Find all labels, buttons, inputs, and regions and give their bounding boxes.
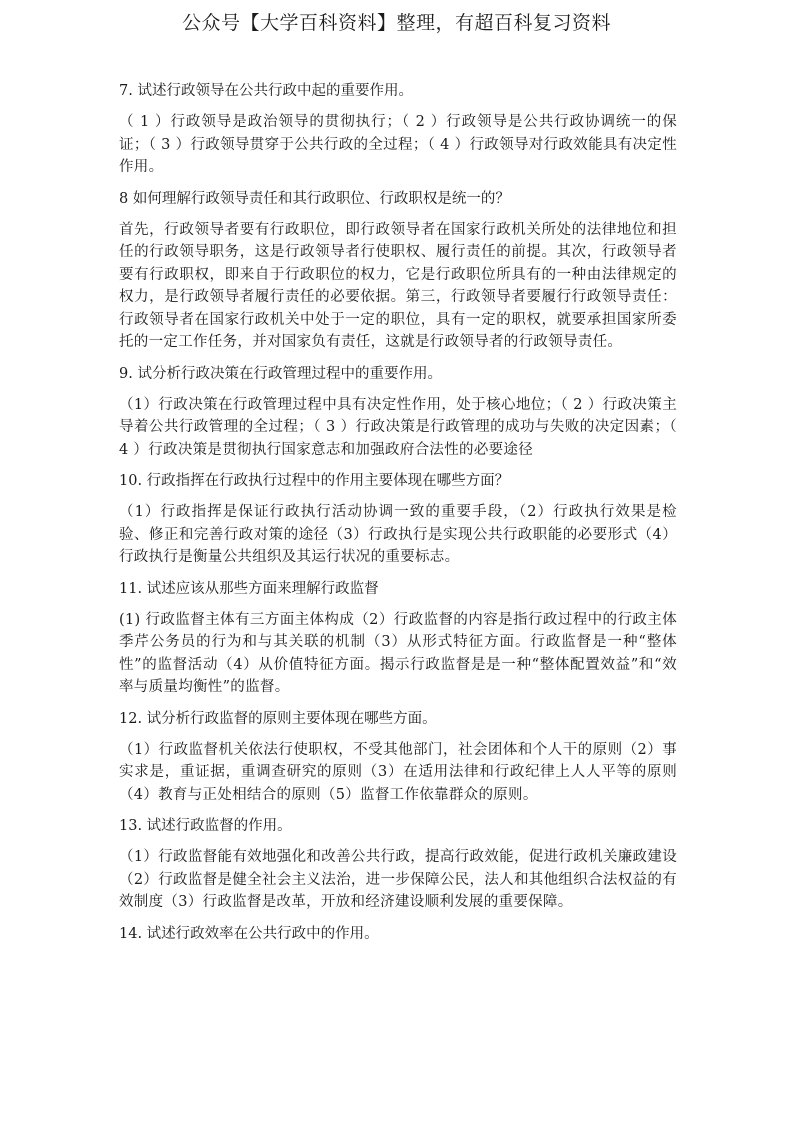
question-7: 7. 试述行政领导在公共行政中起的重要作用。: [119, 83, 413, 99]
question-8: 8 如何理解行政领导责任和其行政职位、行政职权是统一的？: [119, 190, 510, 207]
question-12: 12. 试分析行政监督的原则主要体现在哪些方面。: [119, 710, 437, 727]
answer-8: 首先，行政领导者要有行政职位，即行政领导者在国家行政机关所处的法律地位和担任的行政领导职务，这是行政领导者行使职权、履行责任的前提。其次，行政领导者要有行政职权，即来自于行政职位的权力，它是行政职位所具有的一种由法律规定的权力，是行政领导者履行责任的必要依据。第三，行政领导者要履行行政领导责任：行政领导者在国家行政机关中处于一定的职位，具有一定的职权，就要承担国家所委托的一定工作任务，并对国家负有责任，这就是行政领导者的行政领导责任。: [119, 221, 677, 350]
answer-10: （1）行政指挥是保证行政执行活动协调一致的重要手段，（2）行政执行效果是检验、修正和完善行政对策的途径（3）行政执行是实现公共行政职能的必要形式（4）行政执行是衡量公共组织及其运行状况的重要标志。: [119, 504, 677, 565]
answer-11: (1) 行政监督主体有三方面主体构成（2）行政监督的内容是指行政过程中的行政主体季芹公务员的行为和与其关联的机制（3）从形式特征方面。行政监督是一种“整体性”的监督活动（4）从价值特征方面。揭示行政监督是是一种“整体配置效益”和“效率与质量均衡性”的监督。: [119, 611, 677, 695]
question-13: 13. 试述行政监督的作用。: [119, 818, 292, 834]
answer-7: （ 1 ）行政领导是政治领导的贯彻执行；（ 2 ）行政领导是公共行政协调统一的保证；（ 3 ）行政领导贯穿于公共行政的全过程；（ 4 ）行政领导对行政效能具有决定性作用。: [119, 114, 677, 175]
question-10: 10. 行政指挥在行政执行过程中的作用主要体现在哪些方面？: [119, 473, 510, 489]
question-9: 9. 试分析行政决策在行政管理过程中的重要作用。: [119, 365, 442, 382]
question-14: 14. 试述行政效率在公共行政中的作用。: [119, 925, 379, 942]
document-body: [119, 80, 677, 954]
question-11: 11. 试述应该从那些方面来理解行政监督: [119, 580, 379, 597]
answer-9: （1）行政决策在行政管理过程中具有决定性作用，处于核心地位；（ 2 ）行政决策主导着公共行政管理的全过程；（ 3 ）行政决策是行政管理的成功与失败的决定因素；（ 4 ）行政决策是贯彻执行国家意志和加强政府合法性的必要途径: [119, 396, 677, 458]
page-header: 公众号【大学百科资料】整理，有超百科复习资料: [181, 12, 611, 34]
answer-13: （1）行政监督能有效地强化和改善公共行政，提高行政效能，促进行政机关廉政建设（2）行政监督是健全社会主义法治，进一步保障公民，法人和其他组织合法权益的有效制度（3）行政监督是改革，开放和经济建设顺利发展的重要保障。: [119, 849, 677, 910]
answer-12: （1）行政监督机关依法行使职权，不受其他部门，社会团体和个人干的原则（2）事实求是，重证据，重调查研究的原则（3）在适用法律和行政纪律上人人平等的原则（4）教育与正处相结合的原则（5）监督工作依靠群众的原则。: [119, 741, 677, 803]
